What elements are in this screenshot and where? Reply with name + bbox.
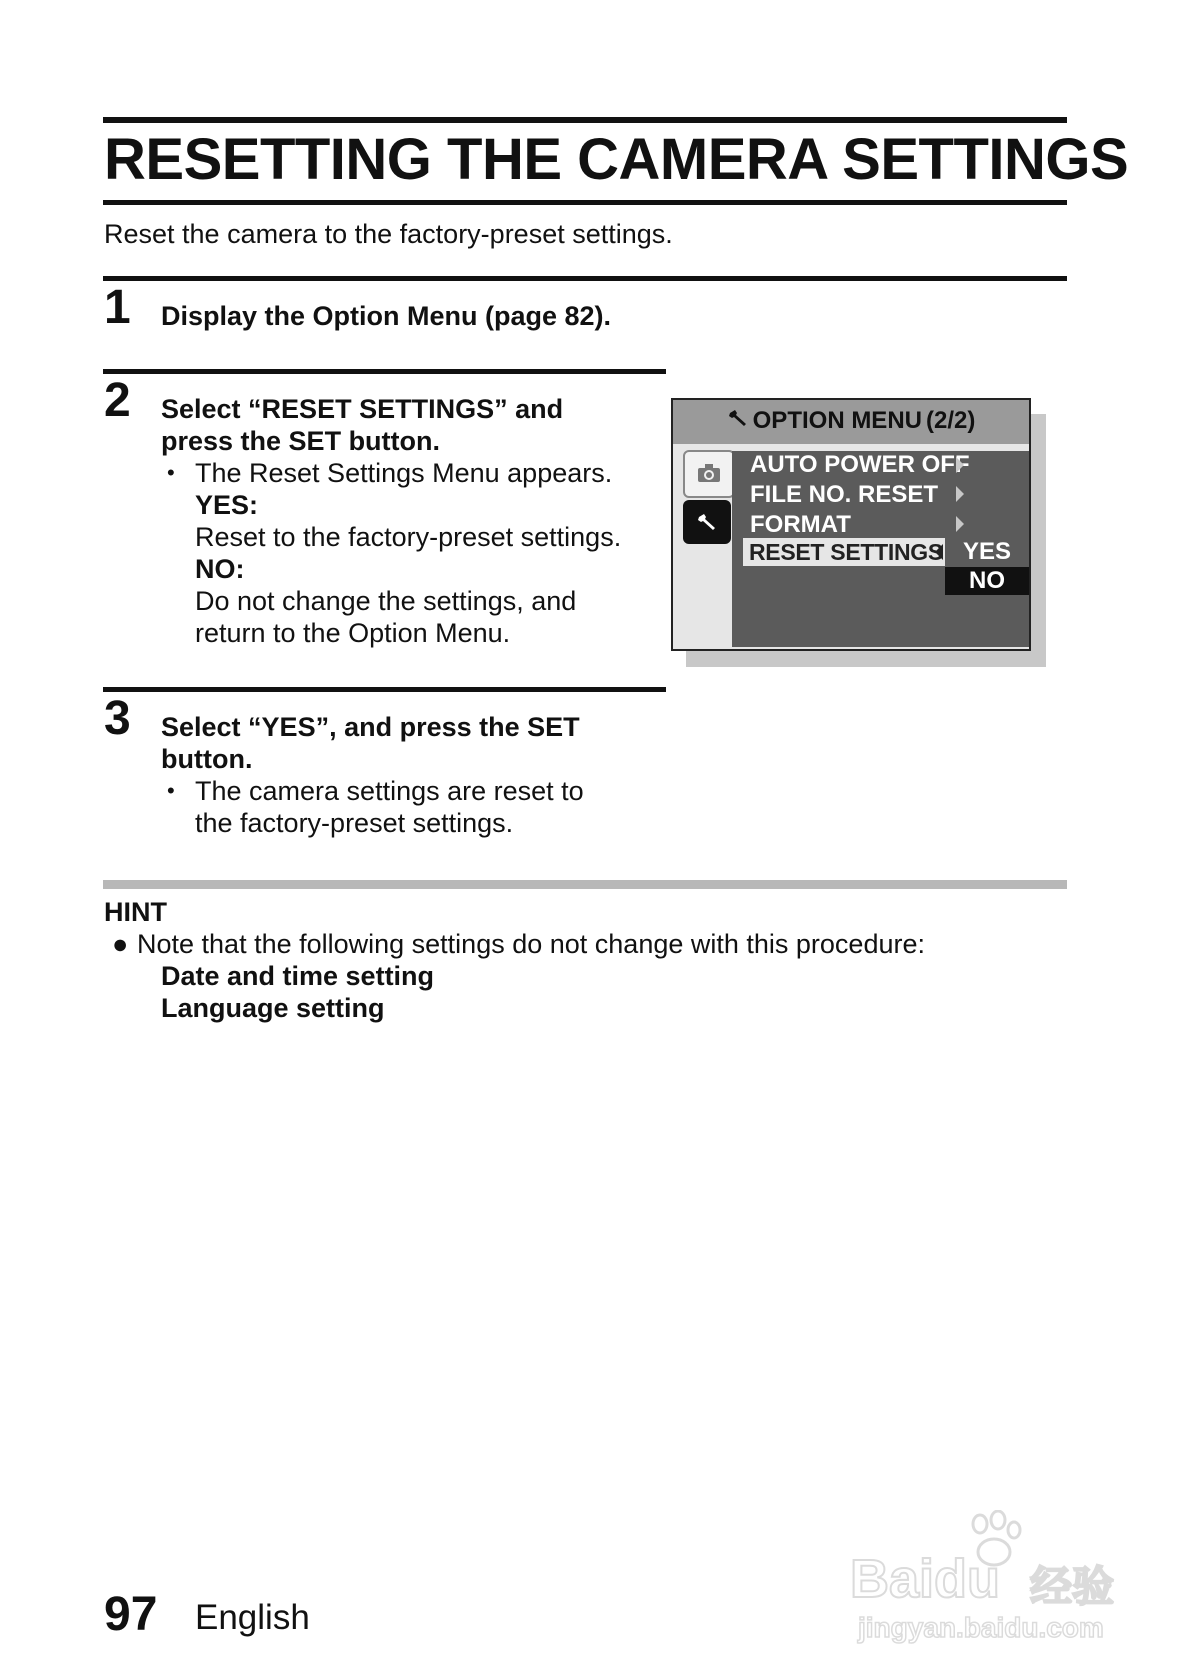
baidu-watermark <box>850 1510 1150 1650</box>
option-yes-label: YES <box>962 538 1012 565</box>
step-3-bullet-line2: the factory-preset settings. <box>195 808 514 838</box>
chevron-right-icon <box>956 486 964 502</box>
step-2-yes-label: YES: <box>195 490 259 520</box>
step-3-bullet-dot: • <box>167 778 175 803</box>
title-bottom-rule <box>103 200 1067 205</box>
step-2-no-text-line2: return to the Option Menu. <box>195 618 511 648</box>
wrench-icon <box>695 511 719 538</box>
screen-header <box>673 400 1029 444</box>
chevron-right-icon <box>956 457 964 473</box>
step-3-number: 3 <box>104 692 131 745</box>
camera-screen <box>671 398 1031 651</box>
menu-item-reset-settings[interactable] <box>743 538 945 566</box>
step-2-bullet: The Reset Settings Menu appears. <box>195 458 613 488</box>
step-2-rule <box>103 369 666 374</box>
chevron-right-icon <box>956 516 964 532</box>
step-2-no-label: NO: <box>195 554 245 584</box>
menu-item-auto-power-off[interactable] <box>750 451 970 479</box>
option-no-label: NO <box>969 567 1005 594</box>
screen-page-indicator: (2/2) <box>925 407 976 434</box>
menu-item-label: RESET SETTINGS <box>749 539 943 565</box>
page-subtitle: Reset the camera to the factory-preset settings. <box>104 219 673 249</box>
menu-item-file-no-reset[interactable] <box>750 481 938 509</box>
step-3-bullet-line1: The camera settings are reset to <box>195 776 584 806</box>
step-2-number: 2 <box>104 374 131 427</box>
step-2-no-text-line1: Do not change the settings, and <box>195 586 577 616</box>
title-top-rule <box>103 117 1067 123</box>
step-1-heading: Display the Option Menu (page 82). <box>161 301 612 331</box>
step-2-yes-text: Reset to the factory-preset settings. <box>195 522 622 552</box>
page-number: 97 <box>104 1588 158 1641</box>
watermark-cn: 经验 <box>1030 1563 1115 1610</box>
chevron-left-icon <box>935 544 943 560</box>
menu-item-label: FILE NO. RESET <box>750 481 939 508</box>
hint-text: Note that the following settings do not change with this procedure: <box>137 929 925 959</box>
hint-bullet-dot: ● <box>112 929 129 959</box>
hint-item-date-time: Date and time setting <box>161 961 435 991</box>
menu-item-label: AUTO POWER OFF <box>750 451 970 478</box>
tab-option[interactable] <box>683 500 731 544</box>
page-title: RESETTING THE CAMERA SETTINGS <box>104 127 1129 192</box>
screen-header-title: OPTION MENU <box>752 407 922 434</box>
hint-heading: HINT <box>104 897 167 927</box>
option-yes[interactable] <box>945 538 1029 566</box>
camera-icon <box>697 463 721 488</box>
menu-item-format[interactable] <box>750 511 851 539</box>
step-2-heading-line2: press the SET button. <box>161 426 441 456</box>
menu-item-label: FORMAT <box>750 511 851 538</box>
step-3-rule <box>103 687 666 692</box>
step-3-heading-line2: button. <box>161 744 253 774</box>
tab-shooting[interactable] <box>683 450 735 498</box>
step-2-heading-line1: Select “RESET SETTINGS” and <box>161 394 564 424</box>
step-2-bullet-dot: • <box>167 460 175 485</box>
wrench-icon <box>727 401 749 443</box>
watermark-url: jingyan.baidu.com <box>858 1612 1104 1643</box>
step-1-number: 1 <box>104 281 131 334</box>
page-language: English <box>195 1598 310 1637</box>
step-3-heading-line1: Select “YES”, and press the SET <box>161 712 580 742</box>
step-1-rule <box>103 276 1067 281</box>
hint-rule <box>103 880 1067 889</box>
watermark-brand: Baidu <box>850 1549 1001 1609</box>
option-no[interactable] <box>945 567 1029 595</box>
hint-item-language: Language setting <box>161 993 385 1023</box>
